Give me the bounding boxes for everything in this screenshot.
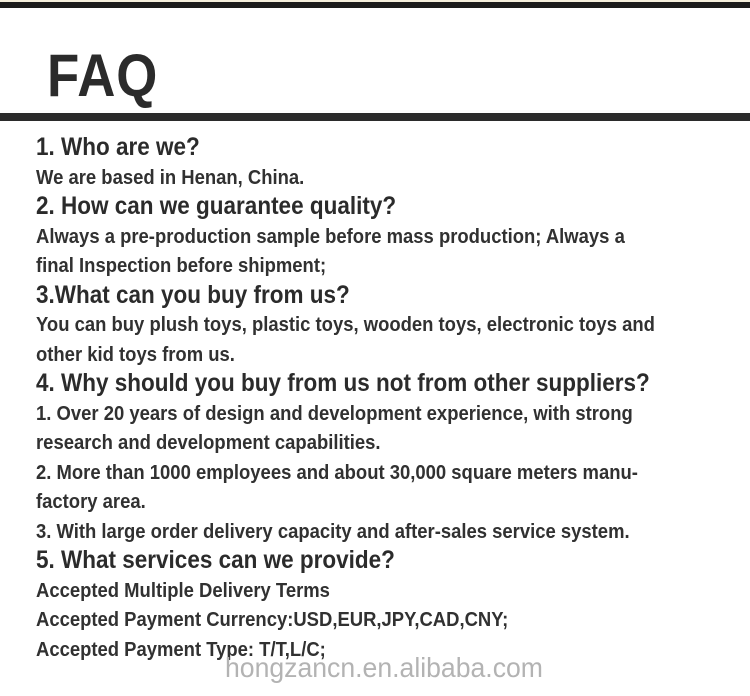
page-title bbox=[47, 42, 173, 109]
faq-answer-1-text-1: We are based in Henan, China. bbox=[36, 165, 305, 189]
faq-answer-3-line-1 bbox=[36, 310, 750, 340]
faq-answer-3-text-1: You can buy plush toys, plastic toys, wooden toys, electronic toys and bbox=[36, 313, 655, 336]
faq-answer-1-line-1 bbox=[36, 163, 750, 193]
faq-question-4 bbox=[36, 369, 750, 399]
top-border-bar bbox=[0, 2, 750, 8]
faq-question-3-text: 3.What can you buy from us? bbox=[36, 280, 350, 309]
faq-answer-5-text-2: Accepted Payment Currency:USD,EUR,JPY,CAD,CNY; bbox=[36, 608, 509, 631]
faq-question-4-text: 4. Why should you buy from us not from other suppliers? bbox=[36, 369, 650, 397]
supplier-watermark-text: hongzancn.en.alibaba.com bbox=[225, 652, 543, 683]
faq-answer-4-line-2 bbox=[36, 428, 750, 458]
faq-question-5 bbox=[36, 546, 750, 576]
supplier-watermark bbox=[225, 652, 560, 684]
faq-question-3 bbox=[36, 281, 750, 311]
faq-answer-2-line-1 bbox=[36, 222, 750, 252]
title-divider bbox=[0, 113, 750, 121]
faq-answer-4-text-3: 2. More than 1000 employees and about 30,000 square meters manu- bbox=[36, 460, 638, 484]
faq-answer-4-line-3 bbox=[36, 458, 750, 488]
faq-answer-5-text-3: Accepted Payment Type: T/T,L/C; bbox=[36, 637, 326, 661]
faq-answer-4-line-4 bbox=[36, 487, 750, 517]
faq-question-1 bbox=[36, 133, 750, 163]
faq-answer-4-text-5: 3. With large order delivery capacity and after-sales service system. bbox=[36, 519, 630, 543]
faq-question-5-text: 5. What services can we provide? bbox=[36, 546, 395, 574]
faq-answer-5-line-1 bbox=[36, 576, 750, 606]
faq-question-1-text: 1. Who are we? bbox=[36, 133, 200, 161]
faq-answer-4-line-5 bbox=[36, 517, 750, 547]
faq-answer-4-text-2: research and development capabilities. bbox=[36, 431, 381, 454]
faq-answer-4-text-1: 1. Over 20 years of design and development experience, with strong bbox=[36, 401, 633, 425]
faq-answer-5-line-2 bbox=[36, 605, 750, 635]
faq-answer-2-text-2: final Inspection before shipment; bbox=[36, 254, 327, 277]
faq-answer-2-line-2 bbox=[36, 251, 750, 281]
faq-answer-2-text-1: Always a pre-production sample before mass production; Always a bbox=[36, 224, 625, 248]
faq-answer-5-text-1: Accepted Multiple Delivery Terms bbox=[36, 578, 330, 602]
page-title-text: FAQ bbox=[47, 42, 159, 109]
faq-list bbox=[36, 133, 750, 664]
faq-question-2-text: 2. How can we guarantee quality? bbox=[36, 192, 397, 220]
faq-answer-3-line-2 bbox=[36, 340, 750, 370]
faq-answer-4-text-4: factory area. bbox=[36, 490, 146, 513]
faq-answer-4-line-1 bbox=[36, 399, 750, 429]
faq-answer-3-text-2: other kid toys from us. bbox=[36, 342, 235, 366]
faq-question-2 bbox=[36, 192, 750, 222]
